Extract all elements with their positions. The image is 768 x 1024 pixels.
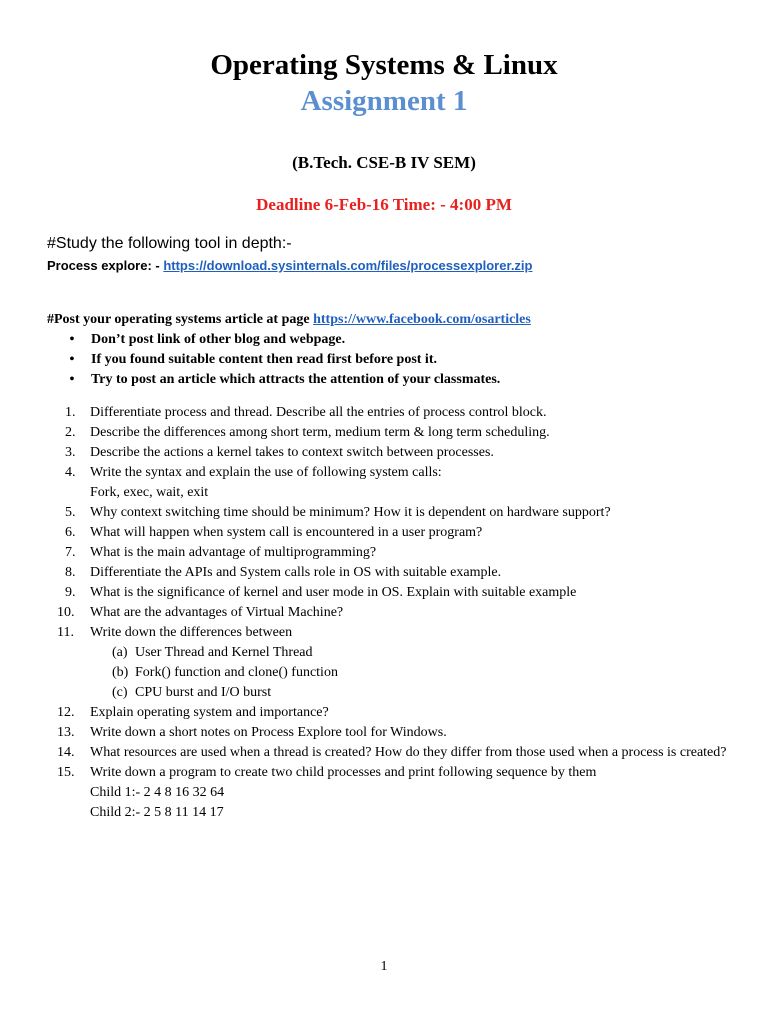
- sub-question: (a) User Thread and Kernel Thread: [112, 645, 313, 660]
- tool-label: Process explore: -: [47, 258, 164, 273]
- question-continuation: Fork, exec, wait, exit: [90, 485, 209, 500]
- tool-line: [47, 257, 532, 275]
- question-item: 7. What is the main advantage of multiprogramming?: [65, 545, 377, 560]
- post-rules-list: [65, 330, 500, 390]
- question-list: [57, 403, 745, 823]
- facebook-page-link[interactable]: https://www.facebook.com/osarticles: [313, 312, 531, 327]
- question-item: 8. Differentiate the APIs and System calls role in OS with suitable example.: [65, 565, 502, 580]
- question-item: 14. What resources are used when a thread is created? How do they differ from those used when a process is created?: [57, 745, 727, 760]
- study-heading: #Study the following tool in depth:-: [47, 235, 292, 252]
- page-number: 1: [380, 959, 388, 974]
- course-label: (B.Tech. CSE-B IV SEM): [292, 153, 476, 172]
- question-item: 4. Write the syntax and explain the use of following system calls:: [65, 465, 442, 480]
- post-line: [47, 310, 531, 330]
- question-item: 9. What is the significance of kernel and user mode in OS. Explain with suitable example: [65, 585, 577, 600]
- question-item: 1. Differentiate process and thread. Describe all the entries of process control block.: [65, 405, 547, 420]
- question-item: 2. Describe the differences among short term, medium term & long term scheduling.: [65, 425, 550, 440]
- list-item: • Don’t post link of other blog and webpage.: [65, 330, 500, 350]
- question-continuation: Child 2:- 2 5 8 11 14 17: [90, 805, 224, 820]
- bullet-icon: •: [69, 352, 75, 367]
- deadline-label: Deadline 6-Feb-16 Time: - 4:00 PM: [256, 195, 512, 214]
- question-item: 5. Why context switching time should be minimum? How it is dependent on hardware support?: [65, 505, 611, 520]
- post-text: #Post your operating systems article at page: [47, 312, 314, 327]
- tool-download-link[interactable]: https://download.sysinternals.com/files/processexplorer.zip: [163, 258, 533, 273]
- question-item: 12. Explain operating system and importance?: [57, 705, 329, 720]
- list-item: • If you found suitable content then read first before post it.: [65, 350, 500, 370]
- bullet-icon: •: [69, 332, 75, 347]
- question-item: 10. What are the advantages of Virtual Machine?: [57, 605, 344, 620]
- document-title: Operating Systems & Linux: [210, 49, 558, 81]
- question-item: 3. Describe the actions a kernel takes to context switch between processes.: [65, 445, 494, 460]
- question-continuation: Child 1:- 2 4 8 16 32 64: [90, 785, 225, 800]
- sub-question: (c) CPU burst and I/O burst: [112, 685, 272, 700]
- list-item: • Try to post an article which attracts the attention of your classmates.: [65, 370, 500, 390]
- question-item: 13. Write down a short notes on Process Explore tool for Windows.: [57, 725, 447, 740]
- bullet-icon: •: [69, 372, 75, 387]
- sub-question: (b) Fork() function and clone() function: [112, 665, 338, 680]
- assignment-subtitle: Assignment 1: [300, 85, 468, 117]
- question-item: 11. Write down the differences between: [57, 625, 293, 640]
- question-item: 6. What will happen when system call is encountered in a user program?: [65, 525, 483, 540]
- question-item: 15. Write down a program to create two child processes and print following sequence by them: [57, 765, 597, 780]
